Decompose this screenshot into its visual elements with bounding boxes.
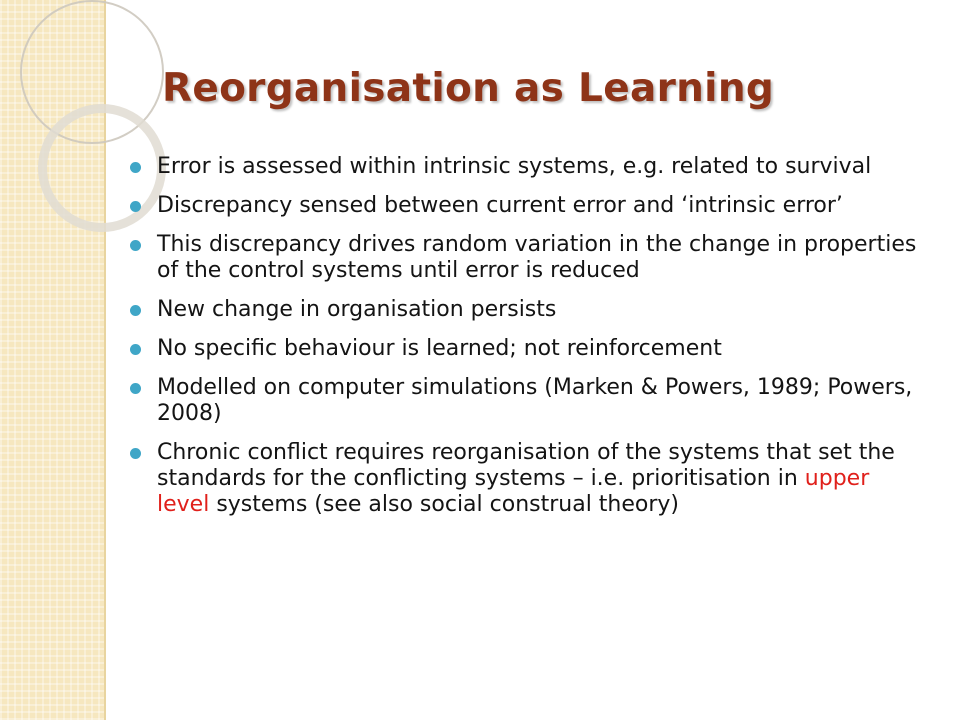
bullet-item xyxy=(130,336,920,362)
bullet-text: Error is assessed within intrinsic systems, e.g. related to survival xyxy=(157,154,872,179)
bullet-item xyxy=(130,440,920,518)
bullet-item xyxy=(130,154,920,180)
bullet-dot-icon xyxy=(130,305,141,316)
bullet-item xyxy=(130,232,920,284)
bullet-dot-icon xyxy=(130,162,141,173)
bullet-item xyxy=(130,297,920,323)
highlighted-term: upper level xyxy=(157,466,870,517)
bullet-text: Modelled on computer simulations (Marken & Powers, 1989; Powers, 2008) xyxy=(157,375,913,426)
bullet-text: No specific behaviour is learned; not reinforcement xyxy=(157,336,722,361)
bullet-dot-icon xyxy=(130,240,141,251)
bullet-text xyxy=(157,440,895,517)
bullet-text: Discrepancy sensed between current error and ‘intrinsic error’ xyxy=(157,193,843,218)
bullet-dot-icon xyxy=(130,448,141,459)
bullet-text: New change in organisation persists xyxy=(157,297,557,322)
bullet-dot-icon xyxy=(130,344,141,355)
bullet-text-part: Chronic conflict requires reorganisation of the systems that set the standards for the conflicting systems – i.e. prioritisation in xyxy=(157,440,895,491)
bullet-dot-icon xyxy=(130,201,141,212)
bullet-text: This discrepancy drives random variation in the change in properties of the control systems until error is reduced xyxy=(157,232,917,283)
slide-title: Reorganisation as Learning xyxy=(162,66,775,111)
bullet-dot-icon xyxy=(130,383,141,394)
bullet-item xyxy=(130,193,920,219)
bullet-item xyxy=(130,375,920,427)
bullet-list xyxy=(130,154,920,531)
bullet-text-part: systems (see also social construal theory) xyxy=(209,492,680,517)
